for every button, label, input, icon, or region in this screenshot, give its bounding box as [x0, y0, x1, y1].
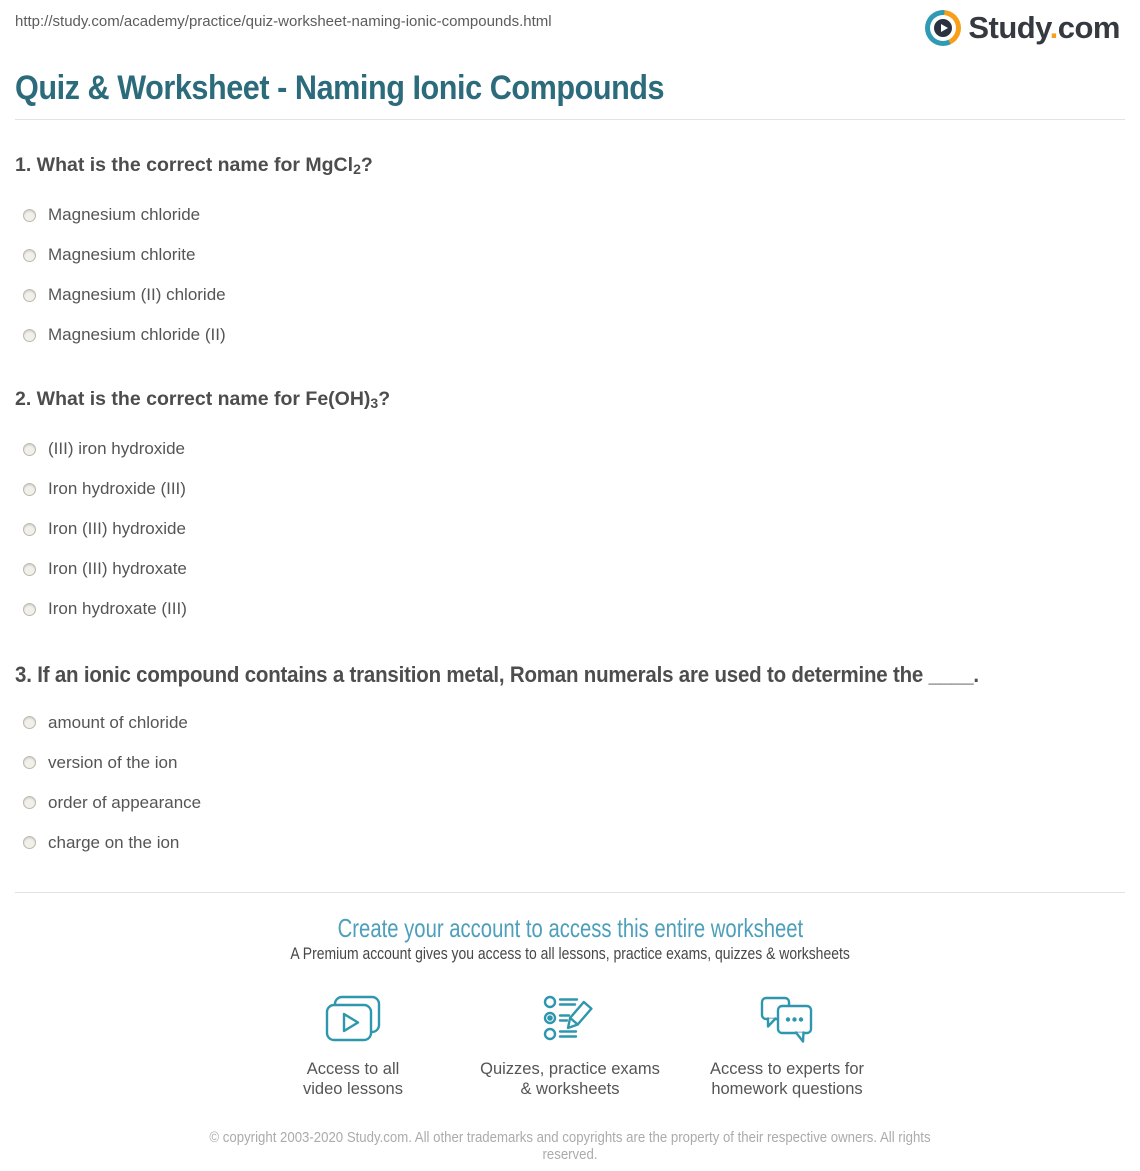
feature-label: Quizzes, practice exams & worksheets [480, 1059, 660, 1098]
radio-button[interactable] [23, 209, 36, 222]
option-row [15, 286, 1125, 304]
option-label[interactable]: charge on the ion [48, 832, 180, 852]
question-2 [15, 387, 1125, 618]
formula-subscript: 2 [353, 161, 361, 178]
page-title: Quiz & Worksheet - Naming Ionic Compounds [15, 69, 665, 107]
footer [209, 1129, 931, 1164]
option-row [15, 520, 1125, 538]
question-3-stem: 3. If an ionic compound contains a transition metal, Roman numerals are used to determine the ____. [15, 662, 979, 688]
feature-list [0, 994, 1140, 1099]
option-label[interactable]: (III) iron hydroxide [48, 439, 185, 459]
question-3-options [15, 714, 1125, 852]
radio-button[interactable] [23, 836, 36, 849]
radio-button[interactable] [23, 796, 36, 809]
option-label[interactable]: version of the ion [48, 752, 178, 772]
option-label[interactable]: Magnesium chloride (II) [48, 325, 226, 345]
question-3 [15, 662, 1125, 851]
radio-button[interactable] [23, 443, 36, 456]
page-url: http://study.com/academy/practice/quiz-worksheet-naming-ionic-compounds.html [15, 13, 552, 30]
option-row [15, 600, 1125, 618]
option-row [15, 794, 1125, 812]
cta-divider [15, 892, 1125, 893]
radio-button[interactable] [23, 329, 36, 342]
question-1 [15, 153, 1125, 344]
radio-button[interactable] [23, 523, 36, 536]
quizzes-worksheets-icon [538, 994, 602, 1046]
premium-subtext: A Premium account gives you access to all lessons, practice exams, quizzes & worksheets [290, 943, 850, 963]
question-2-stem: 2. What is the correct name for Fe(OH)3? [15, 388, 391, 412]
header [0, 0, 1140, 46]
title-divider [15, 119, 1125, 120]
option-row [15, 246, 1125, 264]
option-row [15, 206, 1125, 224]
logo-wordmark: Study.com [968, 10, 1120, 45]
option-row [15, 714, 1125, 732]
play-circle-icon [925, 10, 961, 46]
option-row [15, 560, 1125, 578]
cta-section [0, 913, 1140, 964]
feature-quizzes-worksheets [462, 994, 679, 1099]
question-2-options [15, 440, 1125, 618]
radio-button[interactable] [23, 249, 36, 262]
create-account-link[interactable]: Create your account to access this entire worksheet [337, 912, 803, 943]
radio-button[interactable] [23, 289, 36, 302]
play-triangle-icon [941, 24, 948, 32]
option-row [15, 440, 1125, 458]
formula-subscript: 3 [370, 395, 379, 412]
option-row [15, 326, 1125, 344]
option-label[interactable]: Magnesium (II) chloride [48, 285, 226, 305]
option-label[interactable]: Iron (III) hydroxate [48, 559, 187, 579]
option-label[interactable]: Magnesium chloride [48, 205, 201, 225]
copyright-text: © copyright 2003-2020 Study.com. All other trademarks and copyrights are the property of their respective owners. All rights reserved. [209, 1128, 931, 1164]
option-row [15, 834, 1125, 852]
option-label[interactable]: amount of chloride [48, 712, 188, 732]
option-label[interactable]: Iron hydroxate (III) [48, 599, 187, 619]
radio-button[interactable] [23, 483, 36, 496]
option-label[interactable]: order of appearance [48, 792, 202, 812]
feature-label: Access to all video lessons [303, 1059, 403, 1098]
video-lessons-icon [321, 994, 385, 1046]
option-row [15, 754, 1125, 772]
feature-homework-experts [679, 994, 896, 1099]
radio-button[interactable] [23, 716, 36, 729]
option-label[interactable]: Iron hydroxide (III) [48, 479, 186, 499]
radio-button[interactable] [23, 563, 36, 576]
feature-label: Access to experts for homework questions [709, 1059, 865, 1098]
radio-button[interactable] [23, 603, 36, 616]
option-row [15, 480, 1125, 498]
radio-button[interactable] [23, 756, 36, 769]
option-label[interactable]: Magnesium chlorite [48, 245, 196, 265]
feature-video-lessons [245, 994, 462, 1099]
question-1-stem: 1. What is the correct name for MgCl2? [15, 154, 373, 178]
experts-chat-icon [755, 994, 819, 1046]
option-label[interactable]: Iron (III) hydroxide [48, 519, 186, 539]
studycom-logo[interactable] [925, 10, 1120, 46]
question-1-options [15, 206, 1125, 344]
